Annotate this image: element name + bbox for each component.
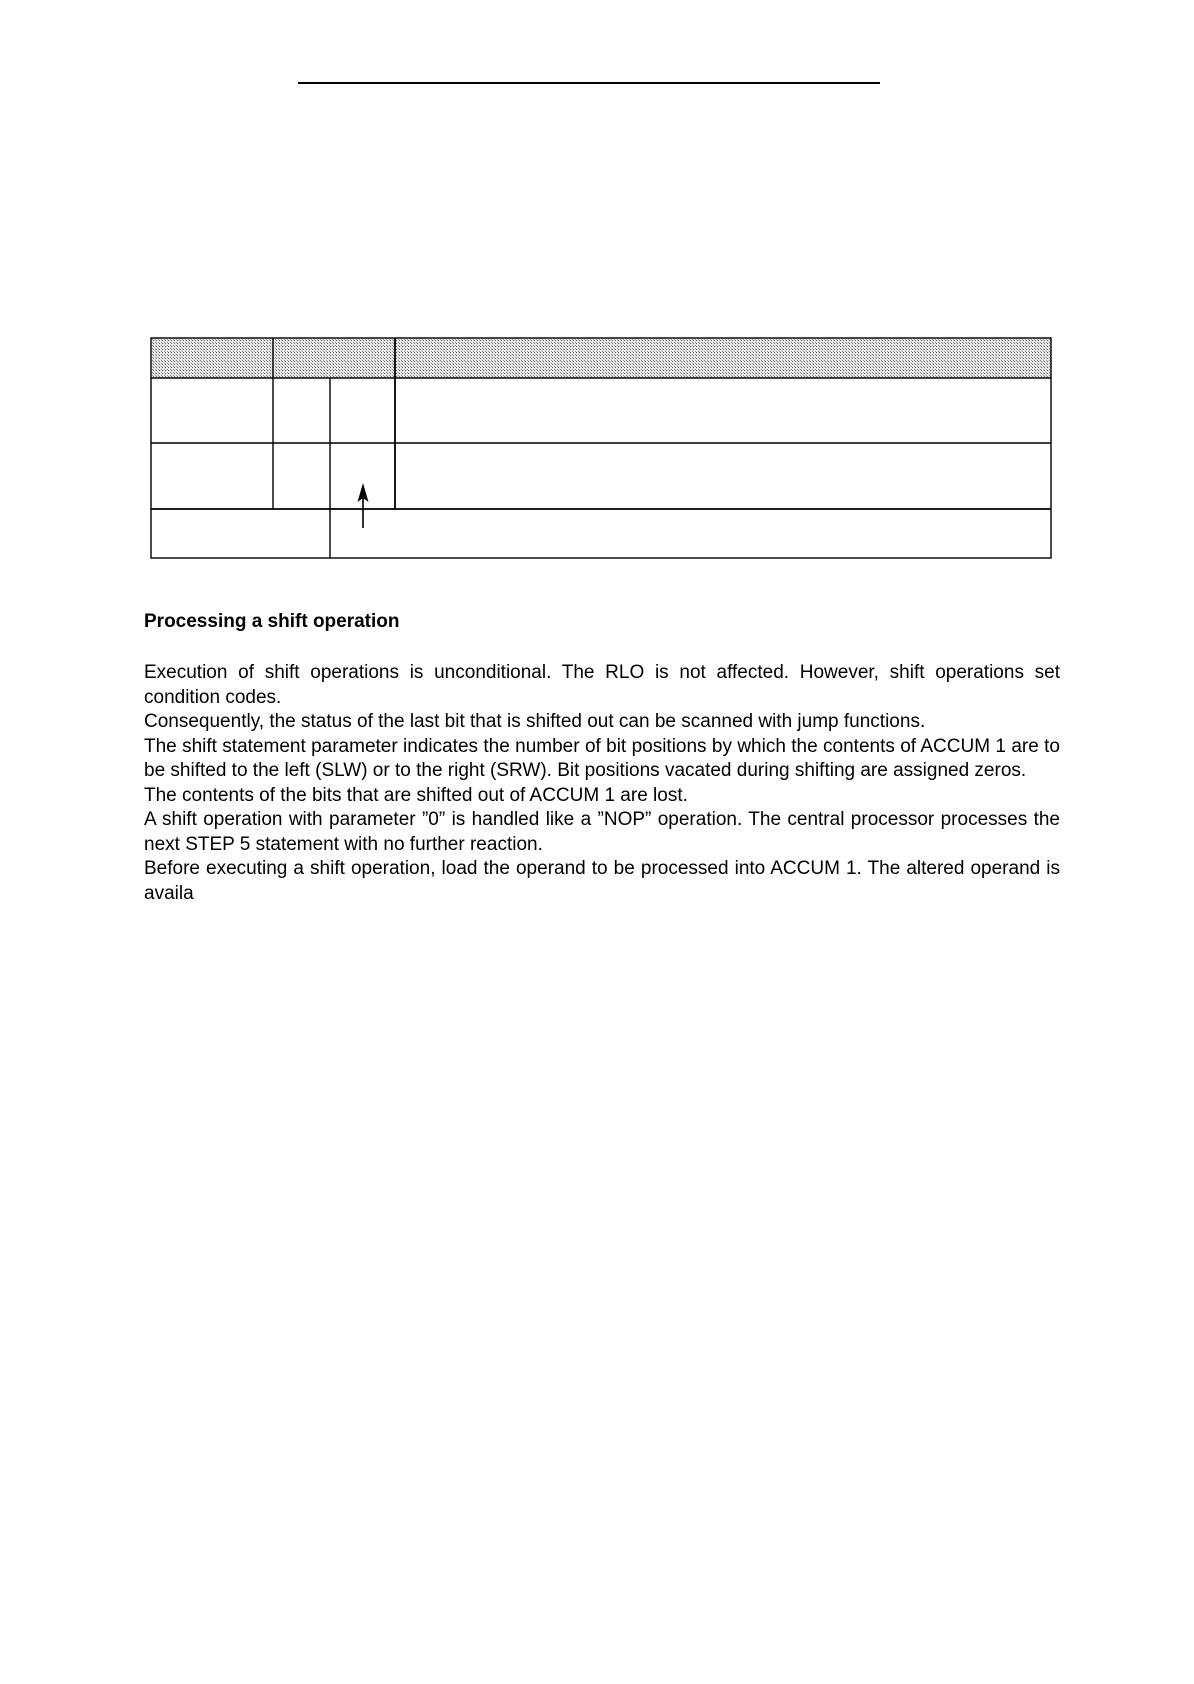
statement-table	[150, 337, 1052, 559]
table-header-band	[151, 338, 1051, 378]
up-arrow-icon	[358, 483, 369, 528]
paragraph: The contents of the bits that are shifted out of ACCUM 1 are lost.	[144, 784, 688, 806]
body-text	[144, 661, 1060, 906]
section-heading: Processing a shift operation	[144, 611, 400, 632]
paragraph: The shift statement parameter indicates the number of bit positions by which the contents of ACCUM 1 are to be shifted to the left (SLW) or to the right (SRW). Bit positions vacated during shifting are assigned zeros.	[144, 735, 1060, 781]
paragraph: A shift operation with parameter ”0” is handled like a ”NOP” operation. The central processor processes the next STEP 5 statement with no further reaction.	[144, 809, 1060, 855]
header-rule	[298, 82, 880, 84]
statement-table-graphic	[150, 337, 1052, 559]
paragraph: Execution of shift operations is unconditional. The RLO is not affected. However, shift operations set condition codes.	[144, 662, 1060, 708]
paragraph: Before executing a shift operation, load the operand to be processed into ACCUM 1. The altered operand is availa	[144, 858, 1060, 904]
paragraph: Consequently, the status of the last bit that is shifted out can be scanned with jump functions.	[144, 711, 926, 732]
